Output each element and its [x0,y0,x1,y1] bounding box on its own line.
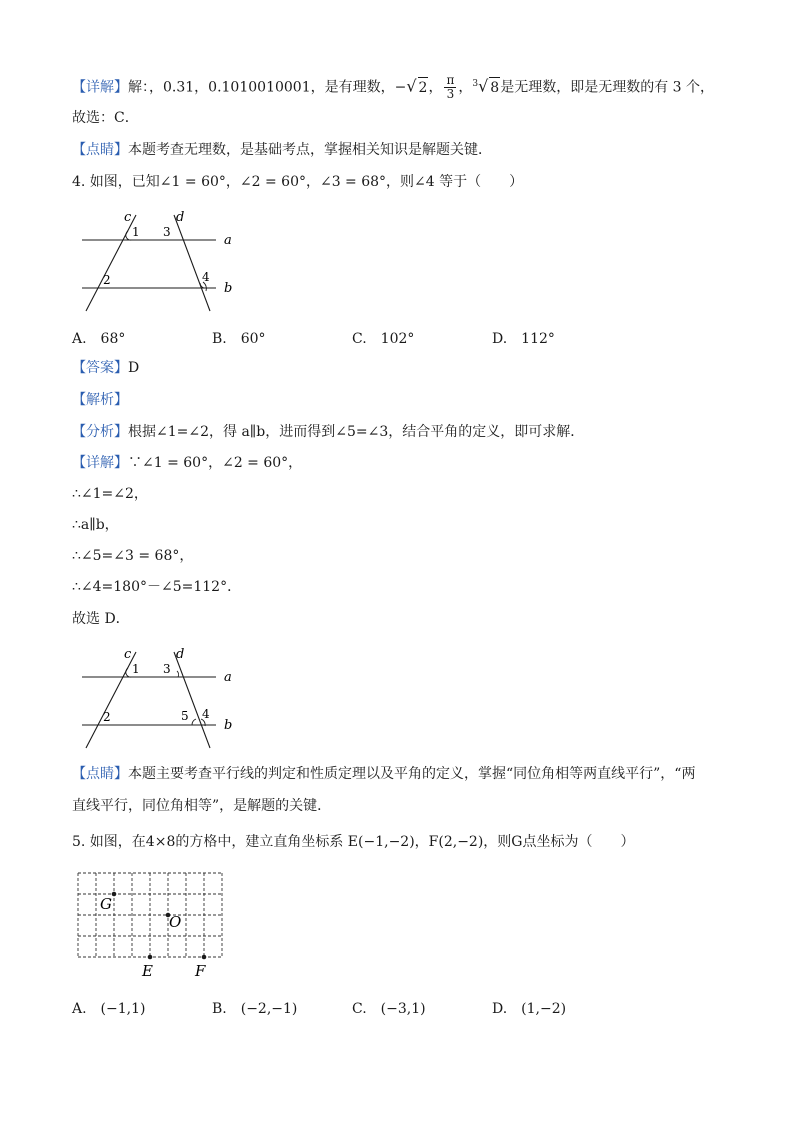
label-e: E [142,962,153,980]
radical-sign: √ [478,76,489,96]
answer-value: D [128,360,140,376]
q4-analysis [72,422,584,442]
detail-text-b: 是无理数，即是无理数的有 3 个， [500,79,715,96]
label-1: 1 [132,225,140,239]
line-d [174,215,210,311]
comma: ， [428,79,443,96]
label-o: O [169,913,182,931]
detail-tag: 【详解】 [72,79,128,96]
comment-text: 本题主要考查平行线的判定和性质定理以及平角的定义，掌握“同位角相等两直线平行”，“两 [128,766,696,782]
q4-comment-line-1 [72,764,695,784]
label-5: 5 [181,709,189,723]
label-4: 4 [202,270,210,284]
label-b: b [224,281,233,296]
line-d [174,652,210,748]
comment-text: 本题考查无理数，是基础考点，掌握相关知识是解题关键． [128,142,492,158]
label-d: d [176,210,185,225]
label-c: c [124,647,132,662]
line-c [86,652,136,748]
grid [78,873,222,957]
q4-figure-2 [78,642,248,754]
q3-comment [72,140,492,160]
label-d: d [176,647,185,662]
step-text: ∵∠1 = 60°，∠2 = 60°， [128,455,303,471]
q4-answer [72,358,139,378]
sqrt-2: 2 [418,77,429,98]
neg-sign: − [394,79,407,96]
comma: ， [458,79,473,96]
analysis-text: 根据∠1=∠2，得 a∥b，进而得到∠5=∠3，结合平角的定义，即可求解． [128,424,585,440]
analysis-sub-tag: 【分析】 [72,424,128,440]
q4-option-b: B. 60° [212,331,266,347]
answer-tag: 【答案】 [72,360,128,376]
q5-option-d: D. (1,−2) [492,1001,567,1017]
line-c [86,215,136,311]
label-a: a [224,670,232,685]
q4-figure-1 [78,205,248,315]
q4-detail-step-3: ∴∠5=∠3 = 68°， [72,548,194,564]
angle-arc-5 [192,719,196,725]
label-a: a [224,233,232,248]
label-2: 2 [103,710,111,724]
label-b: b [224,718,233,733]
label-1: 1 [132,662,140,676]
q4-option-a: A. 68° [72,331,126,347]
label-f: F [195,962,206,980]
sqrt-8: 8 [489,77,500,98]
q5-options [72,998,632,1018]
q4-detail-step-1: ∴∠1=∠2， [72,486,148,502]
label-3: 3 [163,662,171,676]
q4-analysis-tag: 【解析】 [72,392,128,408]
q5-stem: 5. 如图，在4×8的方格中，建立直角坐标系 E(−1,−2)，F(2,−2)，则G点坐标为（ ） [72,834,635,850]
label-2: 2 [103,273,111,287]
q5-option-b: B. (−2,−1) [212,1001,298,1017]
point-e [148,955,153,960]
q5-grid-figure [74,866,234,984]
comment-tag: 【点睛】 [72,766,128,782]
q4-option-c: C. 102° [352,331,415,347]
q4-stem: 4. 如图，已知∠1 = 60°，∠2 = 60°，∠3 = 68°，则∠4 等于（ ） [72,174,524,190]
angle-arc-3 [177,671,179,677]
q4-option-d: D. 112° [492,331,555,347]
point-f [202,955,207,960]
q5-option-c: C. (−3,1) [352,1001,426,1017]
q4-choice: 故选 D． [72,611,130,627]
label-4: 4 [202,707,210,721]
q4-options [72,328,632,348]
detail-tag: 【详解】 [72,455,128,471]
q5-option-a: A. (−1,1) [72,1001,146,1017]
q3-choice: 故选：C． [72,110,139,126]
q4-detail-step-4: ∴∠4=180°－∠5=112°． [72,579,242,595]
q3-detail-line [72,74,714,101]
radical-sign: √ [406,76,417,96]
label-c: c [124,210,132,225]
detail-text: 解：，0.31，0.1010010001，是有理数， [128,79,395,96]
q4-comment-line-2: 直线平行，同位角相等”，是解题的关键． [72,798,332,814]
q4-detail-step-0 [72,453,302,473]
comment-tag: 【点睛】 [72,142,128,158]
label-3: 3 [163,225,171,239]
pi-over-3: $\frac{\pi}{3}$ [446,73,455,102]
label-g: G [100,895,112,913]
point-g [112,892,117,897]
q4-detail-step-2: ∴a∥b， [72,517,119,533]
cube-root-index: 3 [472,79,479,89]
